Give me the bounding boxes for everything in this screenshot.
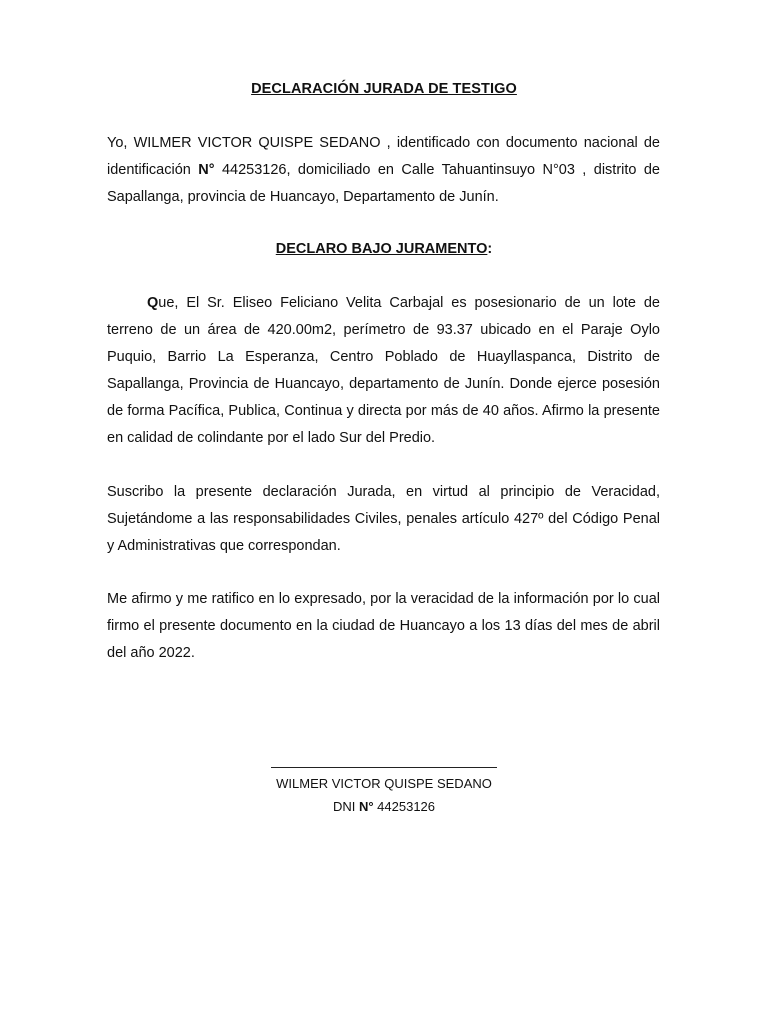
intro-text-part1: Yo, WILMER VICTOR QUISPE SEDANO , identificado con documento nacional de identificación xyxy=(107,135,660,178)
intro-paragraph xyxy=(107,130,660,211)
signature-number-label: N° xyxy=(358,799,374,814)
declaro-heading xyxy=(0,241,768,257)
afirmo-paragraph: Me afirmo y me ratifico en lo expresado, por la veracidad de la información por lo cual firmo el presente documento en la ciudad de Huancayo a los 13 días del mes de abril del año 2022. xyxy=(107,591,660,661)
signature-dni xyxy=(0,799,768,814)
que-paragraph xyxy=(107,290,660,452)
signature-line xyxy=(271,767,497,768)
que-initial: Q xyxy=(147,295,159,311)
intro-text-part2: 44253126, domiciliado en Calle Tahuantinsuyo N°03 , distrito de Sapallanga, provincia de Huancayo, Departamento de Junín. xyxy=(107,162,660,205)
declaro-heading-text: DECLARO BAJO JURAMENTO xyxy=(275,241,488,257)
signature-dni-number: 44253126 xyxy=(373,799,436,814)
que-text: ue, El Sr. Eliseo Feliciano Velita Carbajal es posesionario de un lote de terreno de un área de 420.00m2, perímetro de 93.37 ubicado en el Paraje Oylo Puquio, Barrio La Esperanza, Centro Poblado de Huayllaspanca, Distrito de Sapallanga, Provincia de Huancayo, departamento de Junín. Donde ejerce posesión de forma Pacífica, Publica, Continua y directa por más de 40 años. Afirmo la presente en calidad de colindante por el lado Sur del Predio. xyxy=(107,295,660,446)
declaro-heading-colon: : xyxy=(487,241,493,257)
document-title: DECLARACIÓN JURADA DE TESTIGO xyxy=(251,81,517,97)
signature-name: WILMER VICTOR QUISPE SEDANO xyxy=(276,776,492,791)
signature-dni-label: DNI xyxy=(332,799,359,814)
intro-number-label: N° xyxy=(198,162,215,178)
suscribo-paragraph: Suscribo la presente declaración Jurada, en virtud al principio de Veracidad, Sujetándome a las responsabilidades Civiles, penales artículo 427º del Código Penal y Administrativas que correspondan. xyxy=(107,484,660,554)
